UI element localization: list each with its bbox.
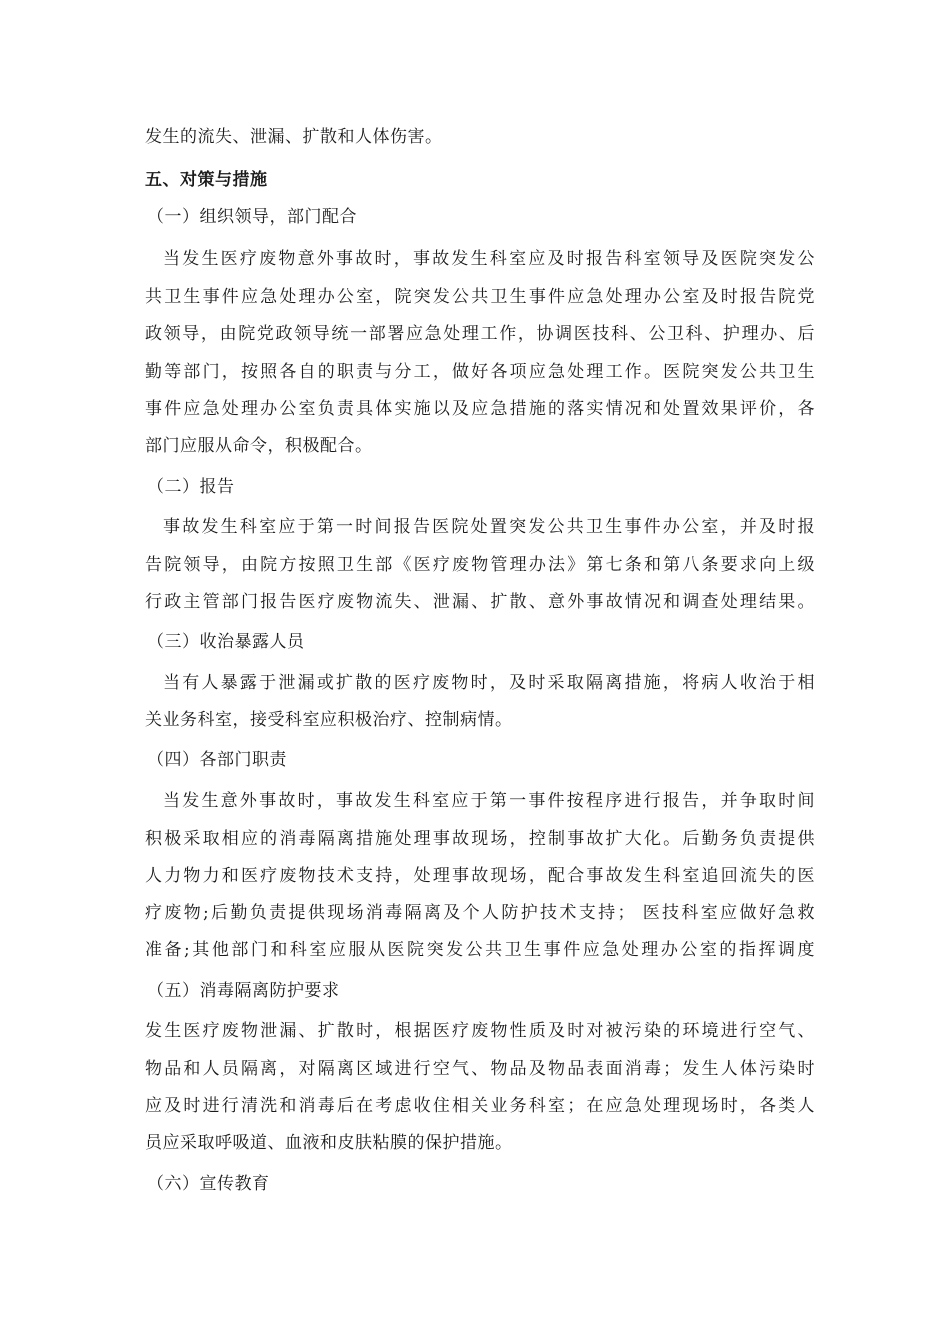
paragraph-line: 积极采取相应的消毒隔离措施处理事故现场，控制事故扩大化。后勤务负责提供 xyxy=(145,829,815,849)
text-line: 发生的流失、泄漏、扩散和人体伤害。 xyxy=(145,127,443,147)
paragraph-line: 部门应服从命令，积极配合。 xyxy=(145,436,373,456)
paragraph-line: 准备;其他部门和科室应服从医院突发公共卫生事件应急处理办公室的指挥调度 xyxy=(145,940,815,960)
paragraph-line: 当发生医疗废物意外事故时，事故发生科室应及时报告科室领导及医院突发公 xyxy=(163,249,815,269)
paragraph-line: 政领导，由院党政领导统一部署应急处理工作，协调医技科、公卫科、护理办、后 xyxy=(145,324,815,344)
paragraph-line: 当有人暴露于泄漏或扩散的医疗废物时，及时采取隔离措施，将病人收治于相 xyxy=(163,673,815,693)
subsection-heading: （三）收治暴露人员 xyxy=(147,632,305,652)
subsection-heading: （二）报告 xyxy=(147,477,235,497)
paragraph-line: 事故发生科室应于第一时间报告医院处置突发公共卫生事件办公室，并及时报 xyxy=(163,517,815,537)
paragraph-line: 关业务科室，接受科室应积极治疗、控制病情。 xyxy=(145,710,513,730)
paragraph-line: 告院领导，由院方按照卫生部《医疗废物管理办法》第七条和第八条要求向上级 xyxy=(145,555,815,575)
paragraph-line: 物品和人员隔离，对隔离区域进行空气、物品及物品表面消毒；发生人体污染时 xyxy=(145,1059,815,1079)
paragraph-line: 应及时进行清洗和消毒后在考虑收住相关业务科室；在应急处理现场时，各类人 xyxy=(145,1096,815,1116)
paragraph-line: 人力物力和医疗废物技术支持，处理事故现场，配合事故发生科室追回流失的医 xyxy=(145,866,815,886)
paragraph-line: 共卫生事件应急处理办公室，院突发公共卫生事件应急处理办公室及时报告院党 xyxy=(145,287,815,307)
subsection-heading: （五）消毒隔离防护要求 xyxy=(147,981,340,1001)
paragraph-line: 行政主管部门报告医疗废物流失、泄漏、扩散、意外事故情况和调查处理结果。 xyxy=(145,592,815,612)
subsection-heading: （四）各部门职责 xyxy=(147,750,287,770)
subsection-heading: （六）宣传教育 xyxy=(147,1174,270,1194)
subsection-heading: （一）组织领导，部门配合 xyxy=(147,207,357,227)
paragraph-line: 勤等部门，按照各自的职责与分工，做好各项应急处理工作。医院突发公共卫生 xyxy=(145,362,815,382)
paragraph-line: 当发生意外事故时，事故发生科室应于第一事件按程序进行报告，并争取时间 xyxy=(163,791,815,811)
paragraph-line: 事件应急处理办公室负责具体实施以及应急措施的落实情况和处置效果评价，各 xyxy=(145,399,815,419)
section-heading: 五、对策与措施 xyxy=(145,170,268,190)
paragraph-line: 疗废物;后勤负责提供现场消毒隔离及个人防护技术支持； 医技科室应做好急救 xyxy=(145,903,815,923)
paragraph-line: 员应采取呼吸道、血液和皮肤粘膜的保护措施。 xyxy=(145,1133,513,1153)
paragraph-line: 发生医疗废物泄漏、扩散时，根据医疗废物性质及时对被污染的环境进行空气、 xyxy=(145,1021,815,1041)
